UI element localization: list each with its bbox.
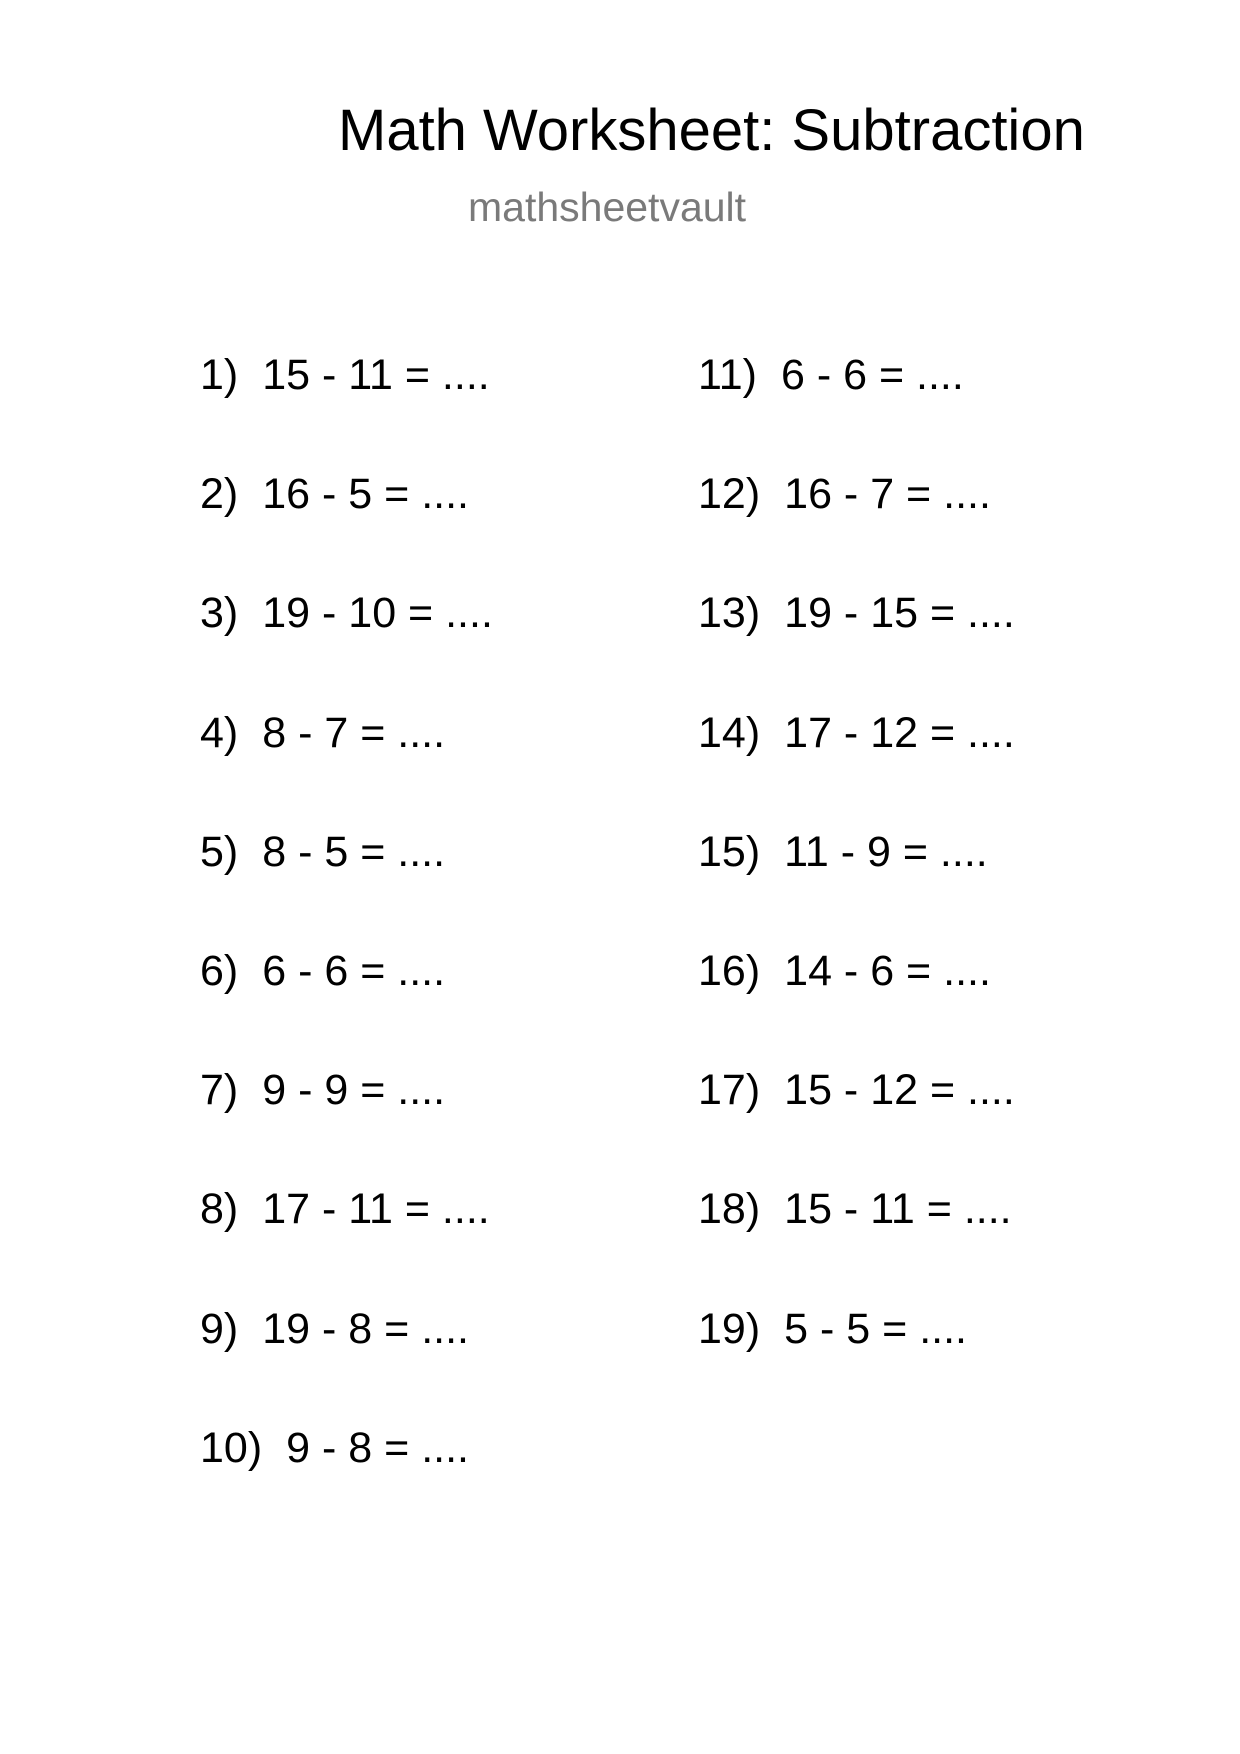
problem-item (698, 588, 1015, 707)
problem-item (698, 469, 1015, 588)
problem-expression: 8 - 7 = .... (262, 708, 446, 757)
problem-item (698, 946, 1015, 1065)
problem-item (200, 1065, 493, 1184)
problem-item (698, 1065, 1015, 1184)
problem-expression: 17 - 12 = .... (784, 708, 1015, 757)
problem-expression: 14 - 6 = .... (784, 946, 991, 995)
problem-item (200, 1184, 493, 1303)
problem-expression: 19 - 10 = .... (262, 589, 493, 638)
problem-number: 4) (200, 708, 239, 757)
page-title: Math Worksheet: Subtraction (338, 98, 1085, 163)
problem-expression: 16 - 5 = .... (262, 470, 469, 519)
problem-expression: 15 - 11 = .... (262, 351, 490, 399)
problem-expression: 15 - 11 = .... (784, 1185, 1012, 1234)
problem-number: 12) (698, 470, 761, 519)
problem-item (698, 708, 1015, 827)
problem-expression: 9 - 9 = .... (262, 1066, 446, 1115)
problem-item (200, 350, 493, 469)
problem-item (200, 588, 493, 707)
problem-expression: 16 - 7 = .... (784, 470, 991, 519)
problem-number: 14) (698, 708, 761, 757)
problem-number: 15) (698, 827, 761, 876)
problem-item (698, 1184, 1015, 1303)
problem-number: 17) (698, 1066, 761, 1115)
problem-expression: 11 - 9 = .... (784, 827, 988, 876)
problem-number: 16) (698, 946, 761, 995)
source-label: mathsheetvault (468, 184, 747, 230)
problem-expression: 9 - 8 = .... (286, 1423, 469, 1472)
problem-number: 18) (698, 1185, 761, 1234)
problem-expression: 17 - 11 = .... (262, 1185, 490, 1234)
problem-number: 7) (200, 1066, 239, 1115)
problem-column-right (698, 350, 1015, 1423)
problem-expression: 5 - 5 = .... (784, 1304, 967, 1353)
problem-item (200, 946, 493, 1065)
problem-expression: 19 - 15 = .... (784, 589, 1015, 638)
problem-item (200, 1423, 493, 1542)
problem-expression: 15 - 12 = .... (784, 1066, 1015, 1115)
problem-number: 13) (698, 589, 761, 638)
problem-number: 9) (200, 1304, 239, 1353)
problem-item (698, 350, 1015, 469)
problem-expression: 19 - 8 = .... (262, 1304, 469, 1353)
problem-expression: 6 - 6 = .... (780, 351, 964, 399)
problem-item (200, 469, 493, 588)
problem-number: 10) (200, 1423, 263, 1472)
problem-item (200, 827, 493, 946)
problem-item (200, 708, 493, 827)
problem-column-left (200, 350, 493, 1542)
problem-number: 19) (698, 1304, 761, 1353)
problem-number: 3) (200, 589, 239, 638)
problem-expression: 6 - 6 = .... (262, 946, 446, 995)
problem-number: 8) (200, 1185, 239, 1234)
problem-expression: 8 - 5 = .... (262, 827, 446, 876)
problem-number: 2) (200, 470, 239, 519)
problem-number: 1) (200, 351, 239, 399)
problem-number: 5) (200, 827, 239, 876)
problem-item (698, 1304, 1015, 1423)
problem-item (200, 1304, 493, 1423)
problem-item (698, 827, 1015, 946)
problem-number: 6) (200, 946, 239, 995)
problem-number: 11) (698, 351, 757, 399)
